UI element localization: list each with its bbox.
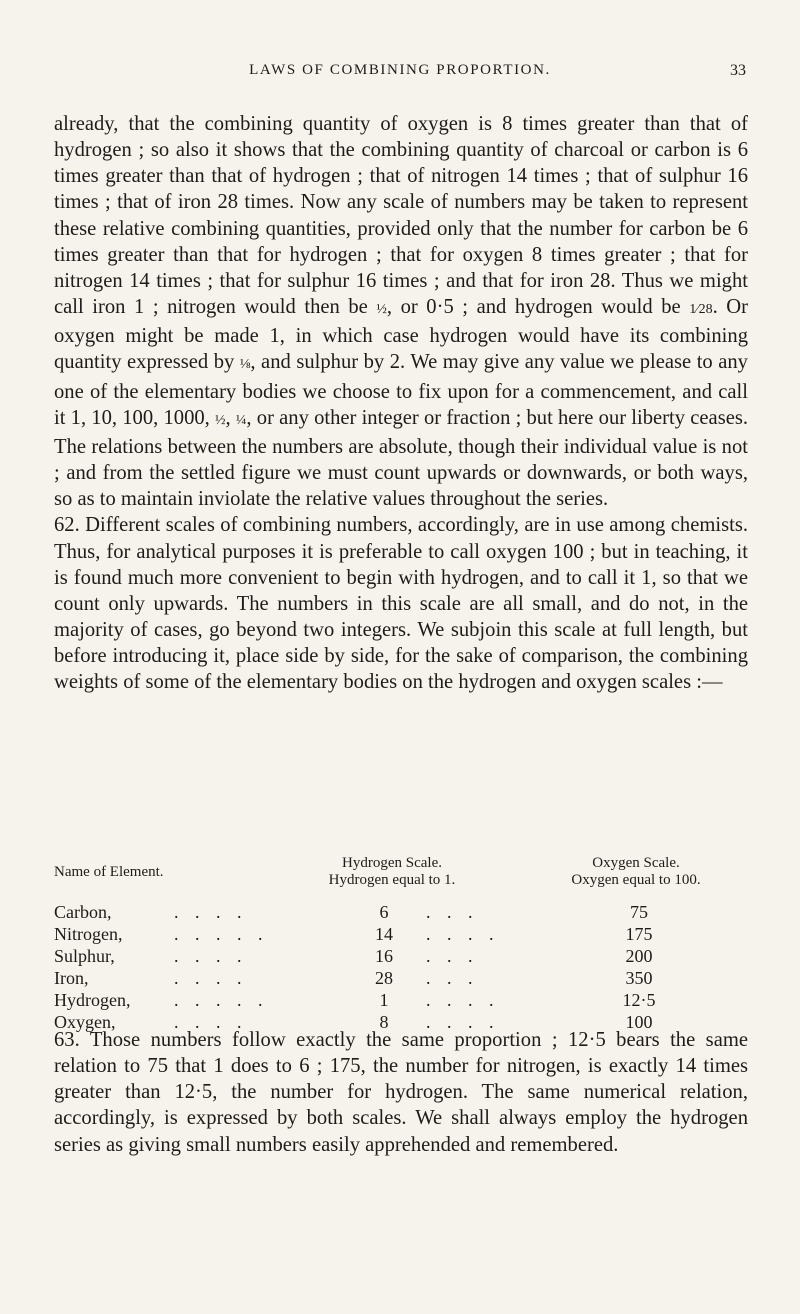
column-header-name: Name of Element. bbox=[54, 864, 164, 880]
leader-dots: . . . . bbox=[174, 902, 248, 922]
hydrogen-value: 6 bbox=[379, 902, 389, 922]
oxygen-value: 100 bbox=[625, 1012, 653, 1032]
oxygen-value: 350 bbox=[625, 968, 653, 988]
oxygen-value: 200 bbox=[625, 946, 653, 966]
fraction: ¼ bbox=[235, 412, 247, 428]
text-run: already, that the combining quantity of oxygen is 8 times greater than that of hydrogen ; so also it shows that the combining quantity of charcoal or carbon is 6 times greater than that of hydrogen ; that of nitrogen 14 times ; that of sulphur 16 times ; that of iron 28 times. Now any scale of numbers may be taken to represent these relative combining quantities, provided only that the number for carbon be 6 times greater than that for hydrogen ; that for oxygen 8 times greater ; that for nitrogen 14 times ; that for sulphur 16 times ; and that for iron 28. Thus we might call iron 1 ; nitrogen would then be bbox=[54, 113, 748, 319]
hydrogen-scale-title: Hydrogen Scale. bbox=[342, 855, 442, 871]
running-title: LAWS OF COMBINING PROPORTION. bbox=[249, 62, 551, 78]
oxygen-scale-title: Oxygen Scale. bbox=[592, 855, 680, 871]
table-row bbox=[54, 901, 748, 923]
oxygen-value: 12·5 bbox=[622, 990, 656, 1010]
oxygen-scale-subtitle: Oxygen equal to 100. bbox=[571, 872, 701, 888]
table-row bbox=[54, 989, 748, 1011]
hydrogen-value: 16 bbox=[375, 946, 393, 966]
paragraph-62: 62. Different scales of combining numbers, accordingly, are in use among chemists. Thus, for analytical purposes it is preferable to call oxygen 100 ; but in teaching, it is found much more convenient to begin with hydrogen, and to call it 1, so that we count only upwards. The numbers in this scale are all small, and do not, in the majority of cases, go beyond two integers. We subjoin this scale at full length, but before introducing it, place side by side, for the sake of comparison, the combining weights of some of the elementary bodies on the hydrogen and oxygen scales :— bbox=[54, 514, 748, 694]
leader-dots: . . . . . bbox=[174, 990, 269, 1010]
hydrogen-value: 1 bbox=[379, 990, 389, 1010]
table-row bbox=[54, 923, 748, 945]
leader-dots: . . . . bbox=[174, 946, 248, 966]
element-name: Sulphur, bbox=[54, 946, 115, 966]
page-number: 33 bbox=[730, 62, 746, 79]
hydrogen-value: 28 bbox=[375, 968, 393, 988]
hydrogen-value: 14 bbox=[375, 924, 393, 944]
leader-dots: . . . . bbox=[174, 968, 248, 988]
text-run: , and sulphur by 2. We may give any value we please to any one of the elementary bodies we choose to fix upon for a commencement, and call it 1, 10, 100, 1000, bbox=[54, 351, 748, 429]
element-name: Carbon, bbox=[54, 902, 112, 922]
leader-dots: . . . . bbox=[174, 1012, 248, 1032]
text-run: , or 0·5 ; and hydrogen would be bbox=[386, 296, 681, 319]
body-text-continued bbox=[54, 1027, 748, 1158]
leader-dots: . . . . bbox=[426, 990, 500, 1010]
hydrogen-value: 8 bbox=[379, 1012, 389, 1032]
hydrogen-scale-subtitle: Hydrogen equal to 1. bbox=[328, 872, 456, 888]
element-name: Oxygen, bbox=[54, 1012, 116, 1032]
leader-dots: . . . bbox=[426, 902, 479, 922]
column-header-oxygen bbox=[524, 855, 748, 889]
leader-dots: . . . . bbox=[426, 924, 500, 944]
element-name: Hydrogen, bbox=[54, 990, 131, 1010]
column-header-hydrogen bbox=[272, 855, 512, 889]
oxygen-value: 75 bbox=[630, 902, 648, 922]
leader-dots: . . . . bbox=[426, 1012, 500, 1032]
table-row bbox=[54, 967, 748, 989]
fraction: ⅛ bbox=[239, 357, 251, 373]
paragraph-63: 63. Those numbers follow exactly the same proportion ; 12·5 bears the same relation to 75 that 1 does to 6 ; 175, the number for nitrogen, is exactly 14 times greater than 12·5, the number for hydrogen. The same numerical relation, accordingly, is expressed by both scales. We shall always employ the hydrogen series as giving small numbers easily apprehended and remembered. bbox=[54, 1029, 748, 1156]
table-header bbox=[54, 855, 748, 901]
body-text bbox=[54, 111, 748, 695]
leader-dots: . . . bbox=[426, 946, 479, 966]
text-run: , or any other integer or fraction ; but here our liberty ceases. The relations between the numbers are absolute, though their individual value is not ; and from the settled figure we must count upwards or downwards, or both ways, so as to maintain inviolate the relative values throughout the series. bbox=[54, 406, 749, 511]
table-row bbox=[54, 945, 748, 967]
element-name: Nitrogen, bbox=[54, 924, 123, 944]
leader-dots: . . . bbox=[426, 968, 479, 988]
paragraph-61-continued bbox=[54, 111, 748, 512]
oxygen-value: 175 bbox=[625, 924, 653, 944]
fraction: ½ bbox=[376, 302, 387, 318]
fraction: ½ bbox=[215, 412, 226, 428]
combining-weights-table bbox=[54, 855, 748, 1033]
text-run: . Or oxygen might be made 1, in which case hydrogen would have its combining quantity expressed by bbox=[54, 296, 749, 374]
text-run: , bbox=[225, 406, 231, 429]
fraction: 1⁄28 bbox=[689, 302, 713, 318]
element-name: Iron, bbox=[54, 968, 89, 988]
leader-dots: . . . . . bbox=[174, 924, 269, 944]
running-head bbox=[0, 62, 800, 86]
